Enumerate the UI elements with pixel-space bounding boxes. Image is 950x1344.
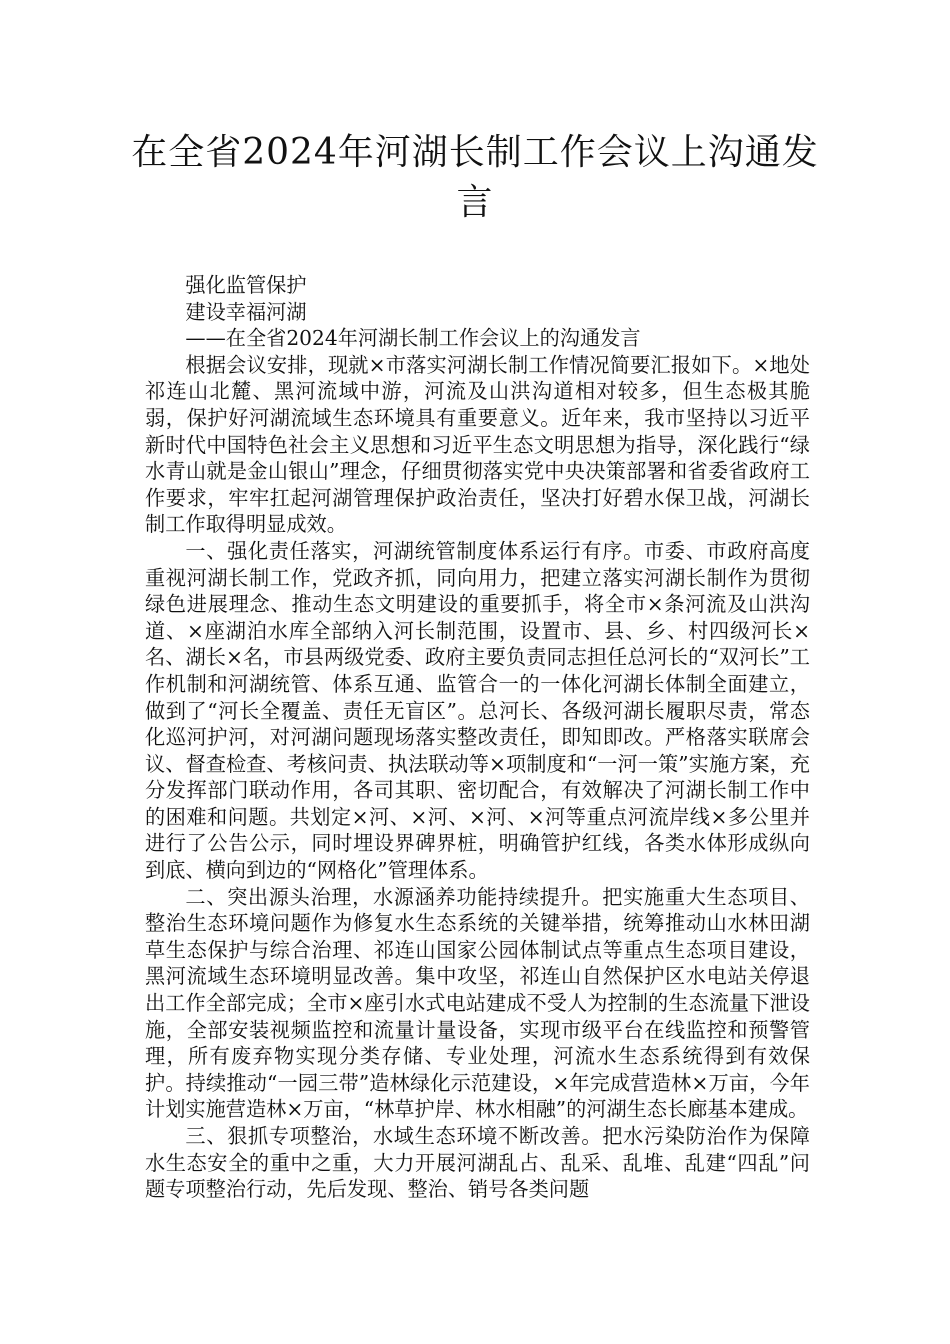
paragraph-section-2: 二、突出源头治理，水源涵养功能持续提升。把实施重大生态项目、整治生态环境问题作为修复水生态系统的关键举措，统筹推动山水林田湖草生态保护与综合治理、祁连山国家公园体制试点等重点生态项目建设，黑河流域生态环境明显改善。集中攻坚，祁连山自然保护区水电站关停退出工作全部完成；全市×座引水式电站建成不受人为控制的生态流量下泄设施，全部安装视频监控和流量计量设备，实现市级平台在线监控和预警管理，所有废弃物实现分类存储、专业处理，河流水生态系统得到有效保护。持续推动“一园三带”造林绿化示范建设，×年完成营造林×万亩，今年计划实施营造林×万亩，“林草护岸、林水相融”的河湖生态长廊基本建成。: [145, 884, 810, 1122]
paragraph-section-1: 一、强化责任落实，河湖统管制度体系运行有序。市委、市政府高度重视河湖长制工作，党政齐抓，同向用力，把建立落实河湖长制作为贯彻绿色进展理念、推动生态文明建设的重要抓手，将全市×条河流及山洪沟道、×座湖泊水库全部纳入河长制范围，设置市、县、乡、村四级河长×名、湖长×名，市县两级党委、政府主要负责同志担任总河长的“双河长”工作机制和河湖统管、体系互通、监管合一的一体化河湖长体制全面建立，做到了“河长全覆盖、责任无盲区”。总河长、各级河湖长履职尽责，常态化巡河护河，对河湖问题现场落实整改责任，即知即改。严格落实联席会议、督查检查、考核问责、执法联动等×项制度和“一河一策”实施方案，充分发挥部门联动作用，各司其职、密切配合，有效解决了河湖长制工作中的困难和问题。共划定×河、×河、×河、×河等重点河流岸线×多公里并进行了公告公示，同时埋设界碑界桩，明确管护红线，各类水体形成纵向到底、横向到边的“网格化”管理体系。: [145, 538, 810, 883]
subtitle-line-2: 建设幸福河湖: [185, 299, 307, 324]
document-body: [145, 272, 810, 1203]
subtitle-line-1: 强化监管保护: [185, 273, 307, 297]
paragraph-section-3: 三、狠抓专项整治，水域生态环境不断改善。把水污染防治作为保障水生态安全的重中之重，大力开展河湖乱占、乱采、乱堆、乱建“四乱”问题专项整治行动，先后发现、整治、销号各类问题: [145, 1124, 810, 1202]
subtitle-line-3: ——在全省2024年河湖长制工作会议上的沟通发言: [185, 326, 641, 351]
document-title: 在全省2024年河湖长制工作会议上沟通发言: [131, 132, 819, 223]
paragraph-intro: 根据会议安排，现就×市落实河湖长制工作情况简要汇报如下。×地处祁连山北麓、黑河流域中游，河流及山洪沟道相对较多，但生态极其脆弱，保护好河湖流域生态环境具有重要意义。近年来，我市坚持以习近平新时代中国特色社会主义思想和习近平生态文明思想为指导，深化践行“绿水青山就是金山银山”理念，仔细贯彻落实党中央决策部署和省委省政府工作要求，牢牢扛起河湖管理保护政治责任，坚决打好碧水保卫战，河湖长制工作取得明显成效。: [145, 352, 810, 537]
